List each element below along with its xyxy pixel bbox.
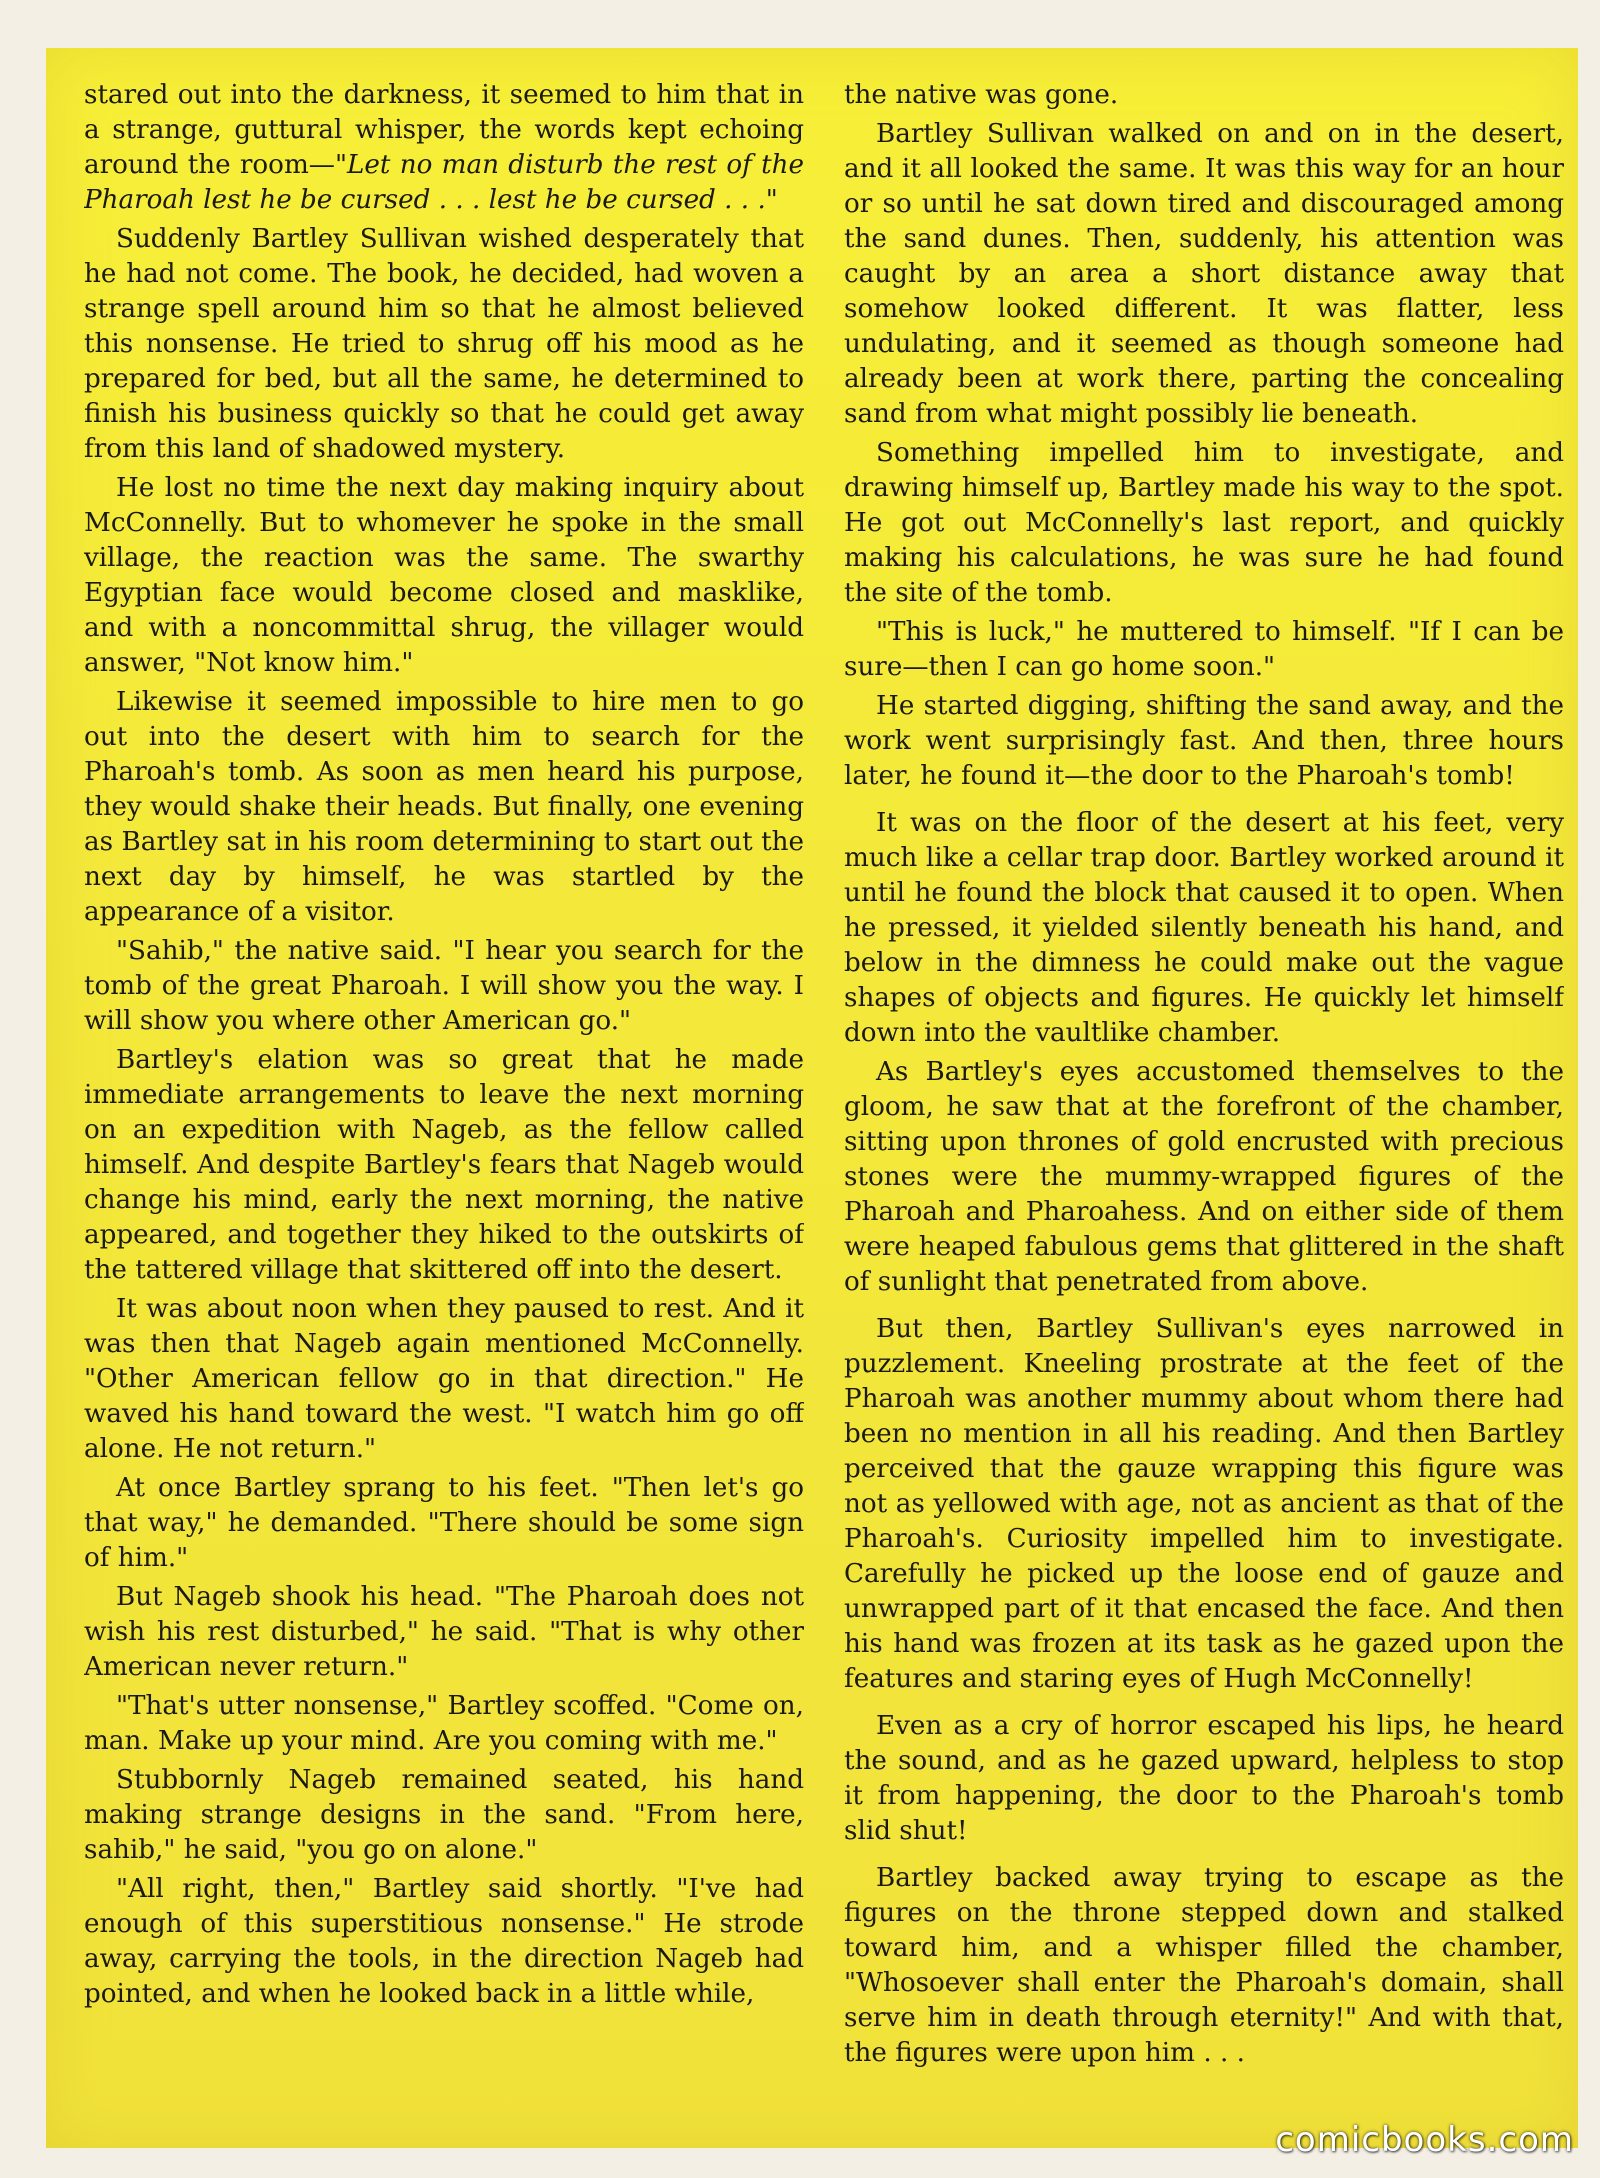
paragraph: Likewise it seemed impossible to hire men to go out into the desert with him to search for the Pharoah's tomb. As soon as men heard his purpose, they would shake their heads. But finally, one evening as Bartley sat in his room determining to start out the next day by himself, he was startled by the appearance of a visitor.	[84, 687, 804, 927]
paragraph	[84, 78, 804, 218]
paragraph: He started digging, shifting the sand away, and the work went surprisingly fast. And then, three hours later, he found it—the door to the Pharoah's tomb!	[844, 691, 1564, 791]
paragraph: It was about noon when they paused to rest. And it was then that Nageb again mentioned McConnelly. "Other American fellow go in that direction." He waved his hand toward the west. "I watch him go off alone. He not return."	[84, 1294, 804, 1464]
right-text-column	[844, 78, 1564, 2118]
paragraph: As Bartley's eyes accustomed themselves to the gloom, he saw that at the forefront of the chamber, sitting upon thrones of gold encrusted with precious stones were the mummy-wrapped figures of the Pharoah and Pharoahess. And on either side of them were heaped fabulous gems that glittered in the shaft of sunlight that penetrated from above.	[844, 1057, 1564, 1297]
paragraph: Bartley backed away trying to escape as the figures on the throne stepped down and stalked toward him, and a whisper filled the chamber, "Whosoever shall enter the Pharoah's domain, shall serve him in death through eternity!" And with that, the figures were upon him . . .	[844, 1863, 1564, 2068]
curse-quote: "Let no man disturb the rest of the Pharoah lest he be cursed . . . lest he be cursed . . ."	[84, 150, 804, 215]
paragraph: Something impelled him to investigate, and drawing himself up, Bartley made his way to the spot. He got out McConnelly's last report, and quickly making his calculations, he was sure he had found the site of the tomb.	[844, 438, 1564, 608]
paragraph: "This is luck," he muttered to himself. "If I can be sure—then I can go home soon."	[844, 617, 1564, 682]
paragraph: Even as a cry of horror escaped his lips, he heard the sound, and as he gazed upward, helpless to stop it from happening, the door to the Pharoah's tomb slid shut!	[844, 1711, 1564, 1846]
site-watermark: comicbooks.com	[1275, 2120, 1574, 2160]
paragraph: Stubbornly Nageb remained seated, his hand making strange designs in the sand. "From here, sahib," he said, "you go on alone."	[84, 1765, 804, 1865]
paragraph: He lost no time the next day making inquiry about McConnelly. But to whomever he spoke in the small village, the reaction was the same. The swarthy Egyptian face would become closed and masklike, and with a noncommittal shrug, the villager would answer, "Not know him."	[84, 473, 804, 678]
paragraph: "That's utter nonsense," Bartley scoffed. "Come on, man. Make up your mind. Are you coming with me."	[84, 1691, 804, 1756]
paragraph: the native was gone.	[844, 80, 1119, 110]
paragraph: At once Bartley sprang to his feet. "Then let's go that way," he demanded. "There should be some sign of him."	[84, 1473, 804, 1573]
paragraph: "Sahib," the native said. "I hear you search for the tomb of the great Pharoah. I will show you the way. I will show you where other American go."	[84, 936, 804, 1036]
paragraph: But then, Bartley Sullivan's eyes narrowed in puzzlement. Kneeling prostrate at the feet of the Pharoah was another mummy about whom there had been no mention in all his reading. And then Bartley perceived that the gauze wrapping this figure was not as yellowed with age, not as ancient as that of the Pharoah's. Curiosity impelled him to investigate. Carefully he picked up the loose end of gauze and unwrapped part of it that encased the face. And then his hand was frozen at its task as he gazed upon the features and staring eyes of Hugh McConnelly!	[844, 1314, 1564, 1694]
paragraph: Bartley's elation was so great that he made immediate arrangements to leave the next morning on an expedition with Nageb, as the fellow called himself. And despite Bartley's fears that Nageb would change his mind, early the next morning, the native appeared, and together they hiked to the outskirts of the tattered village that skittered off into the desert.	[84, 1045, 804, 1285]
paragraph: "All right, then," Bartley said shortly. "I've had enough of this superstitious nonsense." He strode away, carrying the tools, in the direction Nageb had pointed, and when he looked back in a little while,	[84, 1874, 804, 2009]
paragraph: Bartley Sullivan walked on and on in the desert, and it all looked the same. It was this way for an hour or so until he sat down tired and discouraged among the sand dunes. Then, suddenly, his attention was caught by an area a short distance away that somehow looked different. It was flatter, less undulating, and it seemed as though someone had already been at work there, parting the concealing sand from what might possibly lie beneath.	[844, 119, 1564, 429]
story-page	[46, 48, 1578, 2148]
paragraph-text: stared out into the darkness, it seemed to him that in a strange, guttural whisper, the words kept echoing around the room—	[84, 80, 804, 180]
paragraph: It was on the floor of the desert at his feet, very much like a cellar trap door. Bartley worked around it until he found the block that caused it to open. When he pressed, it yielded silently beneath his hand, and below in the dimness he could make out the vague shapes of objects and figures. He quickly let himself down into the vaultlike chamber.	[844, 808, 1564, 1048]
left-text-column	[84, 78, 804, 2118]
paragraph: But Nageb shook his head. "The Pharoah does not wish his rest disturbed," he said. "That is why other American never return."	[84, 1582, 804, 1682]
paragraph: Suddenly Bartley Sullivan wished desperately that he had not come. The book, he decided, had woven a strange spell around him so that he almost believed this nonsense. He tried to shrug off his mood as he prepared for bed, but all the same, he determined to finish his business quickly so that he could get away from this land of shadowed mystery.	[84, 224, 804, 464]
